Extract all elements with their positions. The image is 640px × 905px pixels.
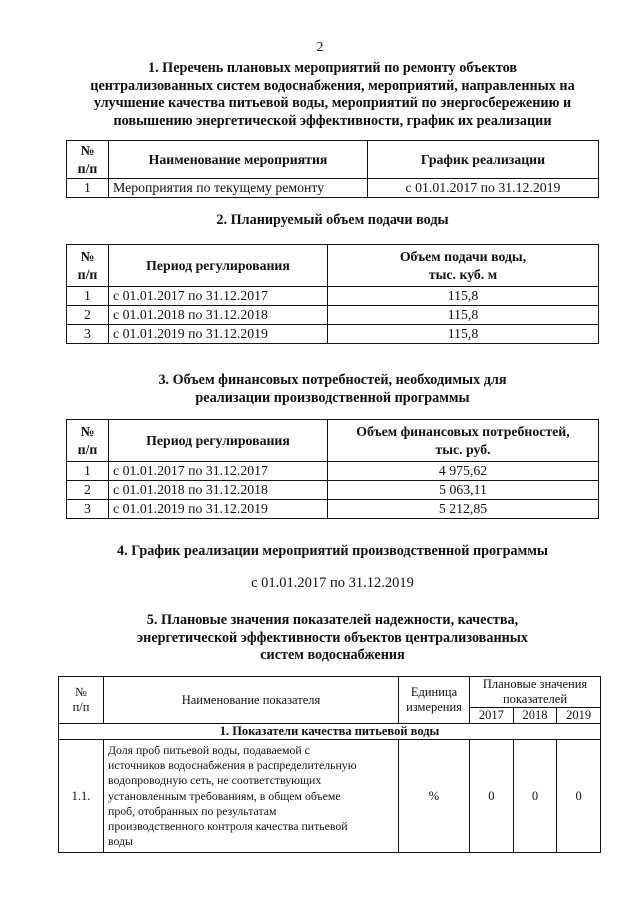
period-header: Период регулирования	[109, 420, 328, 462]
num-header-line: №	[80, 142, 95, 158]
schedule-header: График реализации	[368, 141, 599, 179]
row-num: 2	[67, 481, 109, 500]
row-num: 1	[67, 179, 109, 198]
row-num: 3	[67, 500, 109, 519]
num-header-line: №	[80, 423, 95, 439]
value-2018: 0	[513, 740, 557, 853]
unit-header-line: Единица	[410, 685, 458, 699]
row-period: с 01.01.2017 по 31.12.2017	[109, 462, 328, 481]
value-2017: 0	[470, 740, 514, 853]
activity-name: Мероприятия по текущему ремонту	[109, 179, 368, 198]
planned-header-line: показателей	[502, 692, 568, 706]
row-period: с 01.01.2018 по 31.12.2018	[109, 481, 328, 500]
volume-header	[328, 245, 599, 287]
period-header: Период регулирования	[109, 245, 328, 287]
group-title: 1. Показатели качества питьевой воды	[59, 724, 601, 740]
description-line: водопроводную сеть, не соответствующих	[108, 773, 322, 788]
indicator-description	[104, 740, 399, 853]
section1-title-line: улучшение качества питьевой воды, мероприятий по энергосбережению и	[93, 95, 572, 111]
section5-title-line: систем водоснабжения	[260, 647, 405, 663]
indicators-table	[58, 676, 601, 853]
value-2019: 0	[557, 740, 601, 853]
planned-values-header	[470, 677, 601, 708]
unit-header	[399, 677, 470, 724]
section3-title	[40, 372, 625, 407]
planned-header-line: Плановые значения	[482, 677, 588, 691]
table-row	[67, 325, 599, 344]
table-row	[67, 306, 599, 325]
description-line: производственного контроля качества питьевой	[108, 819, 348, 834]
row-unit: %	[399, 740, 470, 853]
unit-header-line: измерения	[406, 700, 462, 714]
description-line: Доля проб питьевой воды, подаваемой с	[108, 743, 310, 757]
activities-table	[66, 140, 599, 198]
volume-header-line: Объем подачи воды,	[399, 248, 527, 264]
num-header-line: п/п	[77, 160, 98, 176]
row-value: 5 063,11	[328, 481, 599, 500]
table-row	[67, 179, 599, 198]
section3-title-line: 3. Объем финансовых потребностей, необходимых для	[158, 372, 507, 388]
num-header	[67, 420, 109, 462]
year-header-2017: 2017	[470, 708, 514, 724]
table-row	[59, 740, 601, 853]
year-header-2019: 2019	[557, 708, 601, 724]
num-header	[67, 245, 109, 287]
table-row	[67, 462, 599, 481]
section5-title-line: энергетической эффективности объектов централизованных	[137, 629, 528, 646]
row-num: 1	[67, 287, 109, 306]
row-value: 4 975,62	[328, 462, 599, 481]
finance-header-line: Объем финансовых потребностей,	[356, 423, 570, 439]
water-volume-table	[66, 244, 599, 344]
table-row	[67, 500, 599, 519]
section1-title-line: 1. Перечень плановых мероприятий по ремонту объектов	[147, 60, 518, 76]
description-line: установленным требованиям, в общем объеме	[108, 788, 341, 803]
section4-title: 4. График реализации мероприятий производственной программы	[117, 543, 548, 559]
activity-schedule: с 01.01.2017 по 31.12.2019	[368, 179, 599, 198]
section1-title-line: повышению энергетической эффективности, график их реализации	[113, 112, 552, 129]
section2-title: 2. Планируемый объем подачи воды	[216, 212, 449, 228]
year-header-2018: 2018	[513, 708, 557, 724]
row-value: 115,8	[328, 325, 599, 344]
row-num: 1.1.	[59, 740, 104, 853]
row-value: 115,8	[328, 287, 599, 306]
row-num: 2	[67, 306, 109, 325]
num-header-line: п/п	[77, 266, 98, 282]
row-value: 115,8	[328, 306, 599, 325]
financial-needs-table	[66, 419, 599, 519]
finance-header	[328, 420, 599, 462]
page-number: 2	[316, 40, 324, 55]
num-header-line: №	[75, 685, 87, 699]
row-num: 3	[67, 325, 109, 344]
row-period: с 01.01.2018 по 31.12.2018	[109, 306, 328, 325]
description-line: проб, отобранных по результатам	[108, 803, 277, 818]
volume-header-line: тыс. куб. м	[428, 266, 498, 282]
table-row	[67, 481, 599, 500]
num-header	[67, 141, 109, 179]
description-line: источников водоснабжения в распределительную	[108, 758, 357, 773]
section4-period: с 01.01.2017 по 31.12.2019	[251, 575, 414, 591]
num-header	[59, 677, 104, 724]
section5-title-line: 5. Плановые значения показателей надежности, качества,	[146, 612, 519, 628]
section1-title-line: централизованных систем водоснабжения, мероприятий, направленных на	[90, 77, 575, 94]
activity-name-header: Наименование мероприятия	[109, 141, 368, 179]
num-header-line: №	[80, 248, 95, 264]
num-header-line: п/п	[77, 441, 98, 457]
section3-title-line: реализации производственной программы	[195, 389, 470, 406]
indicator-name-header: Наименование показателя	[104, 677, 399, 724]
row-num: 1	[67, 462, 109, 481]
section5-title	[40, 612, 625, 665]
num-header-line: п/п	[72, 700, 90, 714]
section1-title	[40, 60, 625, 130]
table-row	[67, 287, 599, 306]
finance-header-line: тыс. руб.	[435, 441, 491, 457]
row-period: с 01.01.2017 по 31.12.2017	[109, 287, 328, 306]
description-line: воды	[108, 834, 133, 849]
row-period: с 01.01.2019 по 31.12.2019	[109, 325, 328, 344]
row-value: 5 212,85	[328, 500, 599, 519]
row-period: с 01.01.2019 по 31.12.2019	[109, 500, 328, 519]
